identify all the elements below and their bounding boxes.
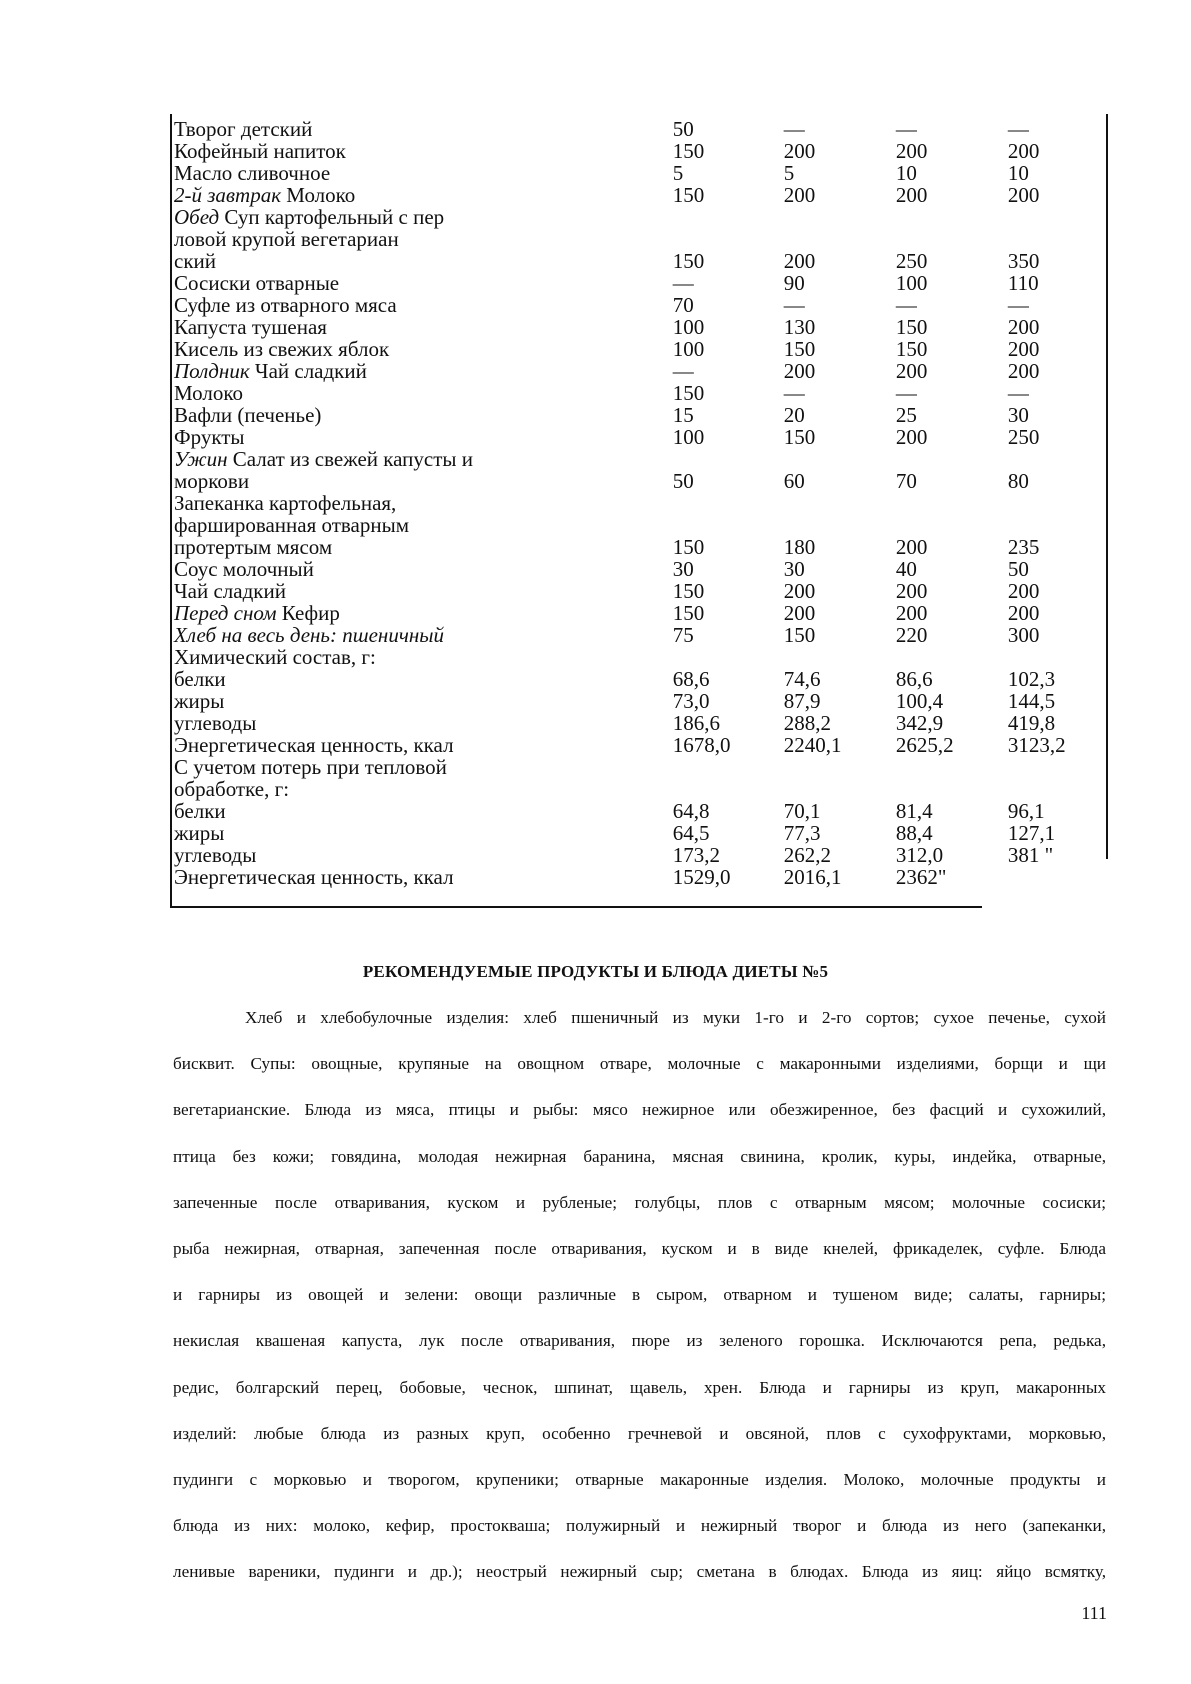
dish-name: Энергетическая ценность, ккал [174, 733, 454, 757]
value-cell: 96,1 [1007, 799, 1045, 823]
dish-name: моркови [174, 469, 250, 493]
value-cell: 74,6 [783, 667, 821, 691]
text-line: птица без кожи; говядина, молодая нежирная баранина, мясная свинина, кролик, куры, индейка, отварные, [173, 1146, 1106, 1166]
table-row [170, 404, 1107, 426]
value-cell: 60 [783, 469, 805, 493]
text-line: некислая квашеная капуста, лук после отваривания, пюре из зеленого горошка. Исключаются репа, редька, [173, 1331, 1106, 1351]
value-cell: 235 [1007, 535, 1040, 559]
value-cell: 200 [895, 535, 928, 559]
meal-label: Ужин [174, 447, 228, 471]
value-cell: 80 [1007, 469, 1029, 493]
row-label [170, 713, 673, 734]
table-row [170, 668, 1107, 690]
table-row [170, 316, 1107, 338]
value-cell: 75 [672, 623, 694, 647]
value-cell: 40 [895, 557, 917, 581]
value-cell: 70 [672, 293, 694, 317]
value-cell: 87,9 [783, 689, 821, 713]
dish-name: жиры [174, 689, 225, 713]
value-cell: 2625,2 [895, 733, 954, 757]
text-line: бисквит. Супы: овощные, крупяные на овощном отваре, молочные с макаронными изделиями, борщи и щи [173, 1054, 1106, 1074]
row-label [170, 559, 673, 580]
value-cell: 200 [783, 139, 816, 163]
value-cell: 200 [1007, 579, 1040, 603]
table-bottom-border [170, 906, 982, 908]
text-line: пудинги с морковью и творогом, крупеники; отварные макаронные изделия. Молоко, молочные продукты и [173, 1470, 1106, 1490]
value-cell: 73,0 [672, 689, 710, 713]
table-row [170, 712, 1107, 734]
dish-name: Капуста тушеная [174, 315, 327, 339]
table-row [170, 250, 1107, 272]
value-cell: 200 [895, 139, 928, 163]
table-row [170, 646, 1107, 668]
value-cell: 200 [1007, 139, 1040, 163]
value-cell: 68,6 [672, 667, 710, 691]
row-label [170, 625, 673, 646]
value-cell: 100 [895, 271, 928, 295]
value-cell: 173,2 [672, 843, 720, 867]
row-label [170, 581, 673, 602]
value-cell: 70 [895, 469, 917, 493]
value-cell: 342,9 [895, 711, 944, 735]
value-cell: — [895, 117, 917, 141]
dish-name: ловой крупой вегетариан [174, 227, 399, 251]
table-row [170, 118, 1107, 140]
value-cell: — [1007, 381, 1029, 405]
dish-name: Молоко [174, 381, 243, 405]
text-line: блюда из них: молоко, кефир, простокваша; полужирный и нежирный творог и блюда из него (запеканки, [173, 1516, 1106, 1536]
value-cell: — [1007, 117, 1029, 141]
row-label [170, 735, 673, 756]
value-cell: 200 [1007, 337, 1040, 361]
value-cell: 250 [1007, 425, 1040, 449]
row-label [170, 647, 673, 668]
value-cell: 64,8 [672, 799, 710, 823]
row-label [170, 867, 673, 888]
row-label [170, 691, 673, 712]
value-cell: 350 [1007, 249, 1040, 273]
value-cell: 200 [895, 601, 928, 625]
value-cell: 3123,2 [1007, 733, 1066, 757]
dish-name: протертым мясом [174, 535, 333, 559]
dish-name: Химический состав, г: [174, 645, 376, 669]
table-row [170, 140, 1107, 162]
value-cell: 150 [672, 183, 705, 207]
value-cell: 90 [783, 271, 805, 295]
value-cell: 30 [783, 557, 805, 581]
dish-name: углеводы [174, 843, 257, 867]
value-cell: 200 [895, 183, 928, 207]
value-cell: 25 [895, 403, 917, 427]
table-row [170, 294, 1107, 316]
row-label [170, 405, 673, 426]
dish-name: обработке, г: [174, 777, 290, 801]
value-cell: 30 [1007, 403, 1029, 427]
text-line: и гарниры из овощей и зелени: овощи различные в сыром, отварном и тушеном виде; салаты, гарниры; [173, 1285, 1106, 1305]
row-label [170, 845, 673, 866]
value-cell: 81,4 [895, 799, 933, 823]
row-label [170, 295, 673, 316]
value-cell: 150 [672, 139, 705, 163]
value-cell: — [783, 117, 805, 141]
value-cell: 200 [895, 579, 928, 603]
value-cell: 100 [672, 425, 705, 449]
dish-name: Молоко [286, 183, 356, 207]
value-cell: 288,2 [783, 711, 832, 735]
dish-name: Чай сладкий [254, 359, 367, 383]
row-label [170, 493, 673, 514]
row-label [170, 449, 673, 470]
value-cell: 10 [895, 161, 917, 185]
dish-name: Соус молочный [174, 557, 314, 581]
value-cell: 200 [1007, 183, 1040, 207]
value-cell: 127,1 [1007, 821, 1056, 845]
meal-label: Полдник [174, 359, 250, 383]
row-label [170, 185, 673, 206]
table-row [170, 184, 1107, 206]
row-label [170, 471, 673, 492]
section-heading: РЕКОМЕНДУЕМЫЕ ПРОДУКТЫ И БЛЮДА ДИЕТЫ №5 [362, 962, 829, 981]
value-cell: 200 [1007, 359, 1040, 383]
row-label [170, 207, 673, 228]
value-cell: 5 [783, 161, 795, 185]
table-row [170, 426, 1107, 448]
value-cell: 220 [895, 623, 928, 647]
row-label [170, 251, 673, 272]
value-cell: — [895, 381, 917, 405]
body-text [173, 995, 1106, 1596]
table-row [170, 690, 1107, 712]
value-cell: 200 [783, 249, 816, 273]
value-cell: 150 [783, 425, 816, 449]
text-line: ленивые вареники, пудинги и др.); неострый нежирный сыр; сметана в блюдах. Блюда из яиц: яйцо всмятку, [173, 1562, 1106, 1582]
value-cell: 262,2 [783, 843, 832, 867]
table-row [170, 580, 1107, 602]
value-cell: 100 [672, 337, 705, 361]
dish-name: Сосиски отварные [174, 271, 340, 295]
meal-label: Обед [174, 205, 220, 229]
dish-name: белки [174, 799, 226, 823]
row-label [170, 427, 673, 448]
value-cell: — [672, 359, 694, 383]
value-cell: 200 [895, 359, 928, 383]
table-row [170, 492, 1107, 514]
value-cell: 150 [895, 337, 928, 361]
meal-label: Перед сном [174, 601, 277, 625]
table-row [170, 602, 1107, 624]
text-line: запеченные после отваривания, куском и рубленые; голубцы, плов с отварным мясом; молочные сосиски; [173, 1192, 1106, 1212]
dish-name: фаршированная отварным [174, 513, 409, 537]
value-cell: 86,6 [895, 667, 933, 691]
dish-name: Салат из свежей капусты и [232, 447, 474, 471]
value-cell: 200 [783, 579, 816, 603]
table-row [170, 558, 1107, 580]
value-cell: 150 [672, 381, 705, 405]
value-cell: 2240,1 [783, 733, 842, 757]
value-cell: — [783, 293, 805, 317]
table-row [170, 756, 1107, 778]
dish-name: С учетом потерь при тепловой [174, 755, 447, 779]
dish-name: Энергетическая ценность, ккал [174, 865, 454, 889]
value-cell: 200 [783, 183, 816, 207]
table-row [170, 866, 1107, 888]
value-cell: — [783, 381, 805, 405]
table-row [170, 734, 1107, 756]
table-row [170, 844, 1107, 866]
value-cell: 150 [783, 337, 816, 361]
value-cell: 15 [672, 403, 694, 427]
value-cell: 50 [1007, 557, 1029, 581]
value-cell: 150 [672, 579, 705, 603]
row-label [170, 141, 673, 162]
meal-label: 2-й завтрак [174, 183, 282, 207]
text-line: вегетарианские. Блюда из мяса, птицы и рыбы: мясо нежирное или обезжиренное, без фасций и сухожилий, [173, 1100, 1106, 1120]
value-cell: 110 [1007, 271, 1039, 295]
table-row [170, 470, 1107, 492]
value-cell: 2362" [895, 865, 947, 889]
value-cell: 250 [895, 249, 928, 273]
row-label [170, 757, 673, 778]
table-row [170, 448, 1107, 470]
value-cell: 150 [672, 249, 705, 273]
value-cell: 200 [1007, 601, 1040, 625]
row-label [170, 361, 673, 382]
value-cell: 50 [672, 469, 694, 493]
value-cell: 102,3 [1007, 667, 1056, 691]
dish-name: Суфле из отварного мяса [174, 293, 397, 317]
page-number: 111 [1081, 1603, 1107, 1623]
dish-name: Чай сладкий [174, 579, 286, 603]
row-label [170, 669, 673, 690]
value-cell: 186,6 [672, 711, 720, 735]
table-row [170, 272, 1107, 294]
table-row [170, 822, 1107, 844]
value-cell: 10 [1007, 161, 1029, 185]
row-label [170, 537, 673, 558]
dish-name: Фрукты [174, 425, 245, 449]
value-cell: 77,3 [783, 821, 821, 845]
value-cell: — [672, 271, 694, 295]
menu-table [170, 118, 1107, 888]
row-label [170, 383, 673, 404]
value-cell: 1529,0 [672, 865, 731, 889]
value-cell: 150 [783, 623, 816, 647]
row-label [170, 339, 673, 360]
dish-name: углеводы [174, 711, 257, 735]
row-label [170, 823, 673, 844]
value-cell: 144,5 [1007, 689, 1056, 713]
table-row [170, 338, 1107, 360]
text-line: изделий: любые блюда из разных круп, особенно гречневой и овсяной, плов с сухофруктами, морковью, [173, 1423, 1106, 1443]
row-label [170, 515, 673, 536]
text-line: редис, болгарский перец, бобовые, чеснок, шпинат, щавель, хрен. Блюда и гарниры из круп, макаронных [173, 1377, 1106, 1397]
row-label [170, 603, 673, 624]
meal-label: Хлеб на весь день: пшеничный [174, 623, 444, 647]
value-cell: 200 [895, 425, 928, 449]
table-row [170, 206, 1107, 228]
value-cell: 20 [783, 403, 805, 427]
value-cell: 200 [783, 359, 816, 383]
value-cell: 200 [783, 601, 816, 625]
value-cell: 50 [672, 117, 694, 141]
dish-name: Запеканка картофельная, [174, 491, 397, 515]
value-cell: 130 [783, 315, 816, 339]
table-row [170, 536, 1107, 558]
table-row [170, 162, 1107, 184]
value-cell: 300 [1007, 623, 1040, 647]
value-cell: 30 [672, 557, 694, 581]
row-label [170, 779, 673, 800]
value-cell: 1678,0 [672, 733, 731, 757]
value-cell: 150 [672, 601, 705, 625]
value-cell: 100 [672, 315, 705, 339]
row-label [170, 317, 673, 338]
dish-name: Кефир [281, 601, 340, 625]
table-row [170, 382, 1107, 404]
value-cell: 5 [672, 161, 684, 185]
row-label [170, 273, 673, 294]
table-row [170, 624, 1107, 646]
table-row [170, 228, 1107, 250]
table-row [170, 778, 1107, 800]
value-cell: 381 " [1007, 843, 1054, 867]
table-row [170, 514, 1107, 536]
row-label [170, 801, 673, 822]
value-cell: 419,8 [1007, 711, 1056, 735]
table-row [170, 360, 1107, 382]
row-label [170, 163, 673, 184]
row-label [170, 119, 673, 140]
row-label [170, 229, 673, 250]
value-cell: 64,5 [672, 821, 710, 845]
value-cell: 150 [672, 535, 705, 559]
dish-name: белки [174, 667, 226, 691]
value-cell: 200 [1007, 315, 1040, 339]
value-cell: 150 [895, 315, 928, 339]
dish-name: Масло сливочное [174, 161, 331, 185]
dish-name: жиры [174, 821, 225, 845]
dish-name: Кисель из свежих яблок [174, 337, 390, 361]
text-line: рыба нежирная, отварная, запеченная после отваривания, куском и в виде кнелей, фрикаделек, суфле. Блюда [173, 1239, 1106, 1259]
value-cell: 88,4 [895, 821, 933, 845]
dish-name: Вафли (печенье) [174, 403, 322, 427]
dish-name: ский [174, 249, 216, 273]
value-cell: 312,0 [895, 843, 944, 867]
value-cell: 70,1 [783, 799, 821, 823]
table-row [170, 800, 1107, 822]
dish-name: Творог детский [174, 117, 313, 141]
value-cell: — [895, 293, 917, 317]
value-cell: 180 [783, 535, 816, 559]
text-line: Хлеб и хлебобулочные изделия: хлеб пшеничный из муки 1-го и 2-го сортов; сухое печенье, сухой [245, 1008, 1106, 1027]
dish-name: Кофейный напиток [174, 139, 346, 163]
value-cell: 2016,1 [783, 865, 842, 889]
value-cell: 100,4 [895, 689, 944, 713]
dish-name: Суп картофельный с пер [224, 205, 445, 229]
value-cell: — [1007, 293, 1029, 317]
